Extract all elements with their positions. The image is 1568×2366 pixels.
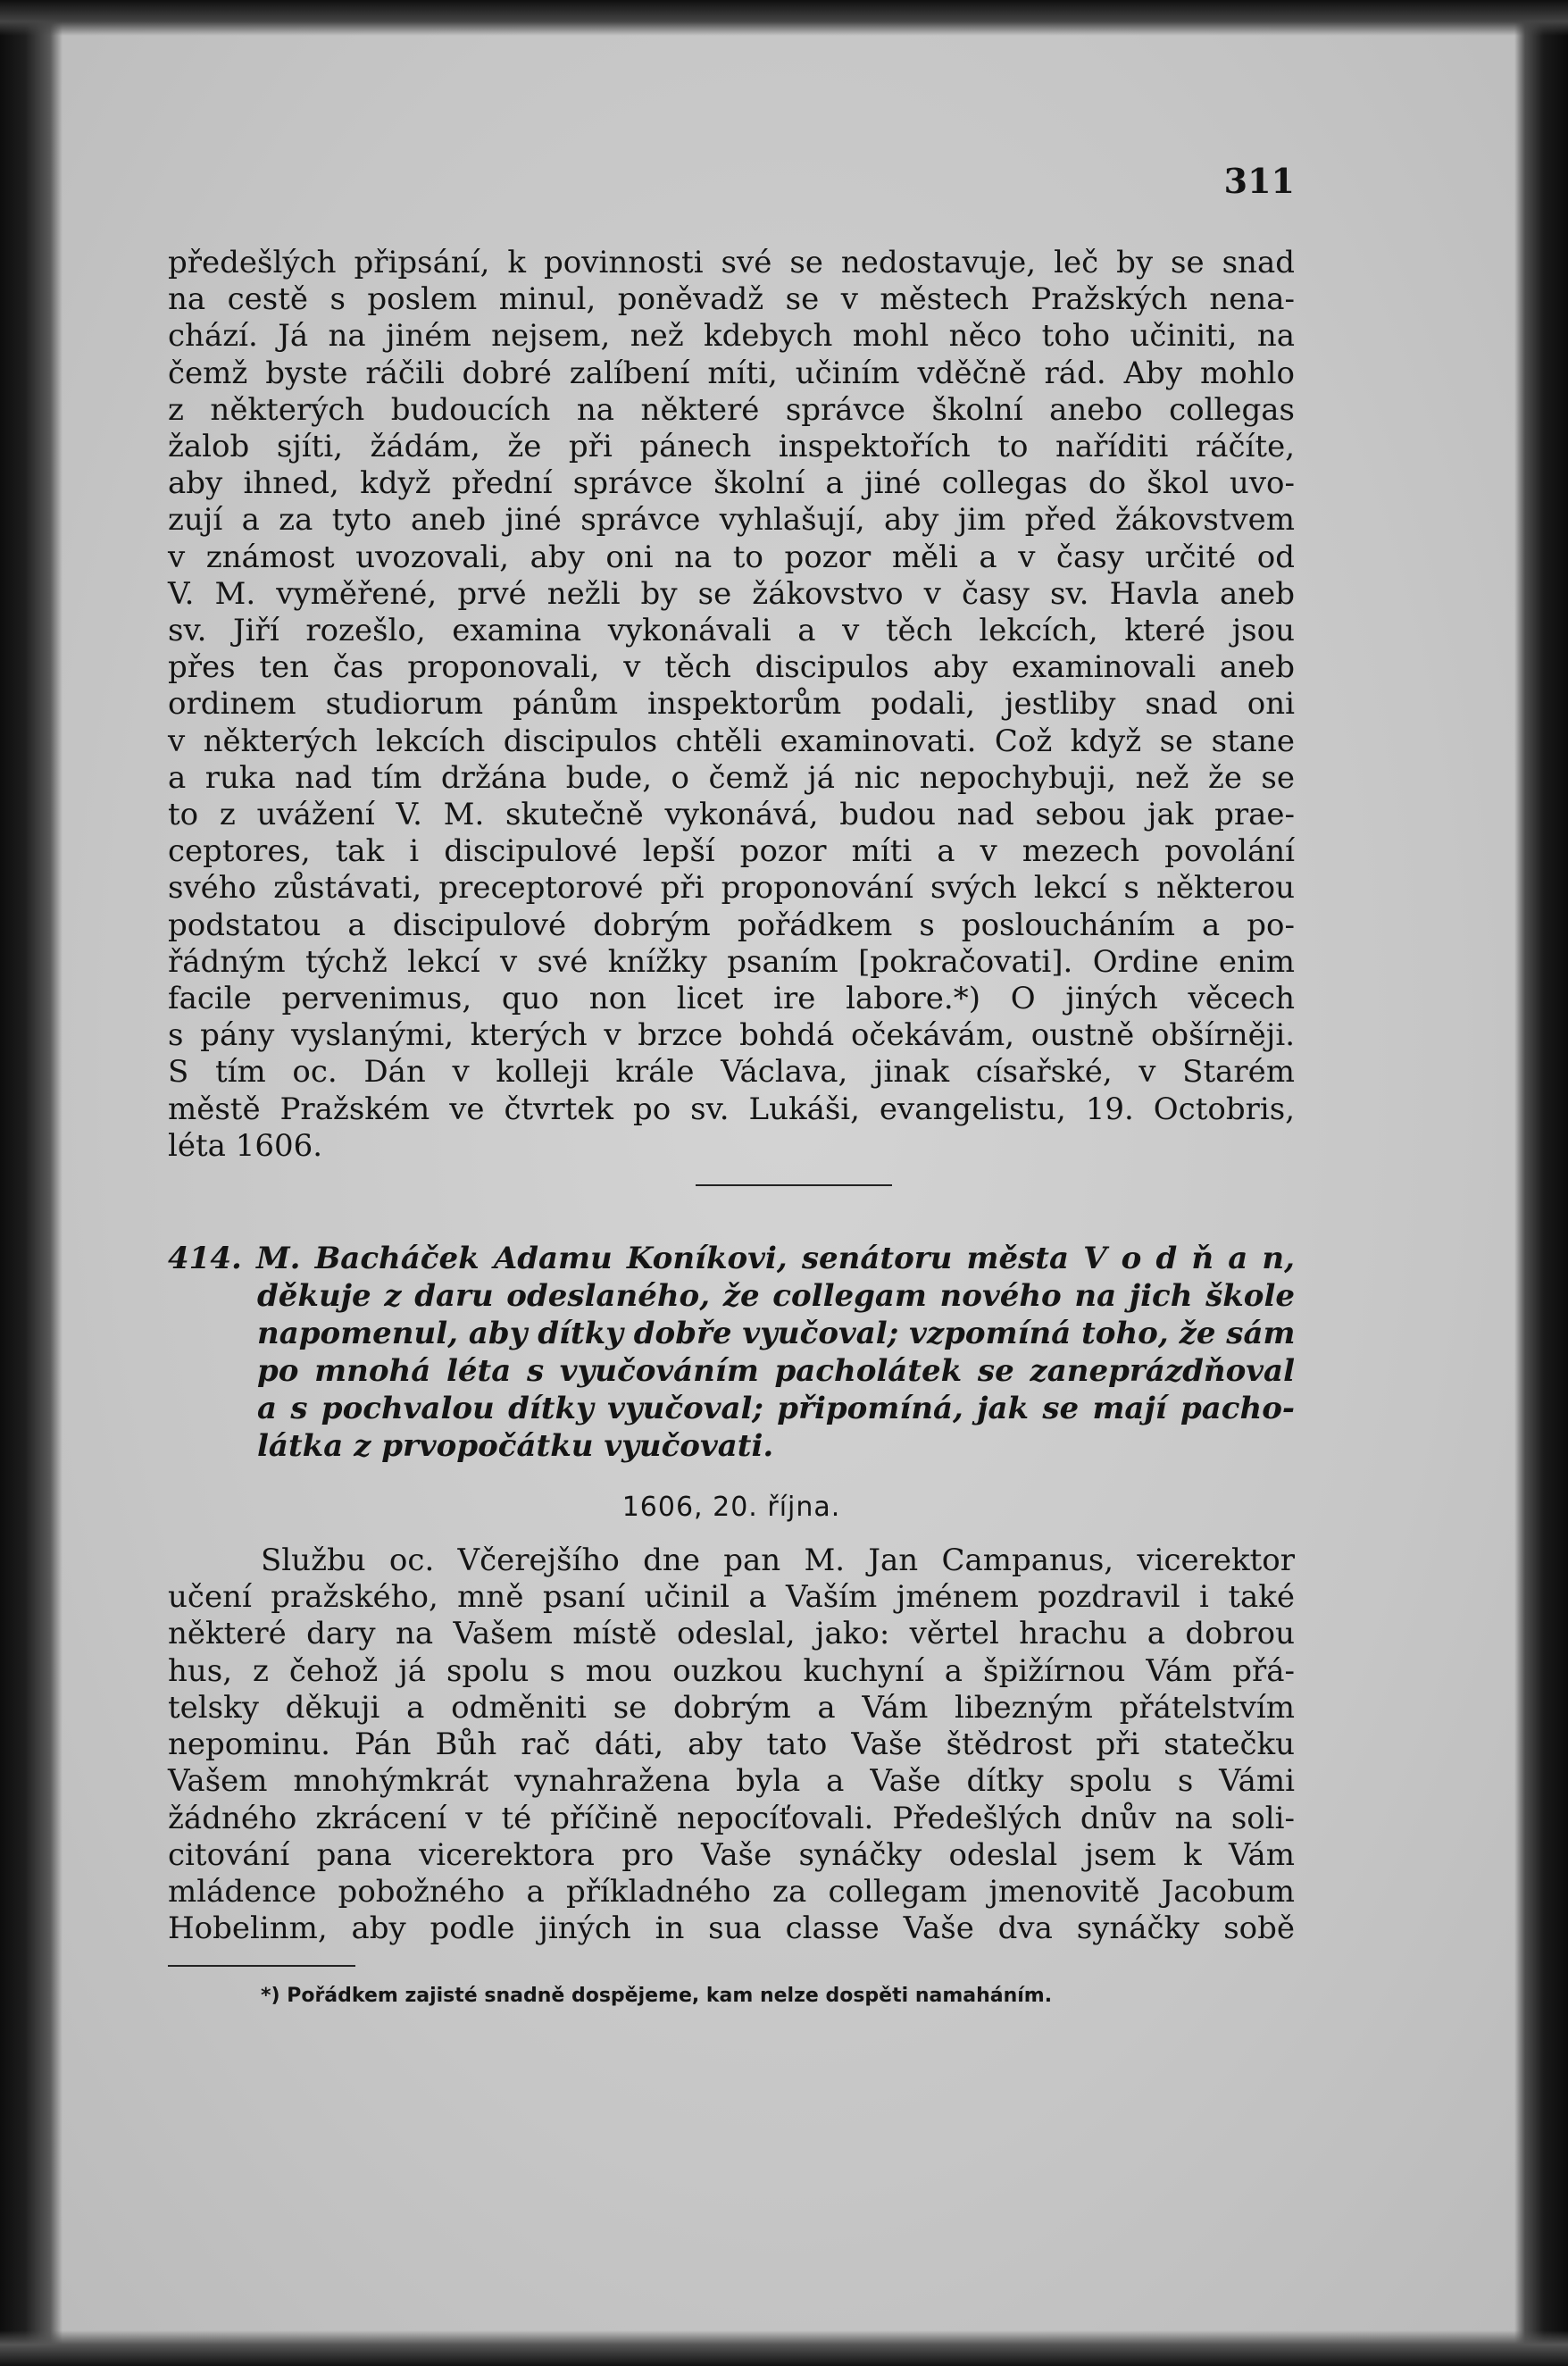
letter-date: 1606, 20. října. xyxy=(621,1492,841,1524)
text-line: v známost uvozovali, aby oni na to pozor měli a v časy určité od xyxy=(168,539,1295,575)
heading-line: a s pochvalou dítky vyučoval; připomíná, jak se mají pacho- xyxy=(257,1391,1295,1427)
scan-edge-top xyxy=(0,0,1568,36)
text-line: aby ihned, když přední správce školní a jiné collegas do škol uvo- xyxy=(168,465,1295,502)
text-line: a ruka nad tím držána bude, o čemž já nic nepochybuji, než že se xyxy=(168,759,1295,796)
text-line: to z uvážení V. M. skutečně vykonává, budou nad sebou jak prae- xyxy=(168,797,1295,833)
section-divider xyxy=(696,1184,892,1186)
heading-line: děkuje z daru odeslaného, že collegam nového na jich škole xyxy=(257,1278,1295,1315)
text-line: žádného zkrácení v té příčině nepocíťovali. Předešlých dnův na soli- xyxy=(168,1800,1295,1836)
footnote-rule xyxy=(168,1965,355,1967)
text-line: nepominu. Pán Bůh rač dáti, aby tato Vaše štědrost při statečku xyxy=(168,1726,1295,1763)
text-line: S tím oc. Dán v kolleji krále Václava, jinak císařské, v Starém xyxy=(168,1054,1295,1091)
scan-edge-left xyxy=(0,0,63,2366)
text-line: zují a za tyto aneb jiné správce vyhlašují, aby jim před žákovstvem xyxy=(168,502,1295,539)
heading-line: napomenul, aby dítky dobře vyučoval; vzpomíná toho, že sám xyxy=(257,1316,1296,1352)
heading-line: 414. M. Bacháček Adamu Koníkovi, senátoru města V o d ň a n, xyxy=(168,1241,1295,1277)
text-line: Službu oc. Včerejšího dne pan M. Jan Campanus, vicerektor xyxy=(261,1542,1295,1579)
text-line: na cestě s poslem minul, poněvadž se v městech Pražských nena- xyxy=(168,281,1295,318)
text-line: sv. Jiří rozešlo, examina vykonávali a v těch lekcích, které jsou xyxy=(168,613,1295,649)
text-line: některé dary na Vašem místě odeslal, jako: věrtel hrachu a dobrou xyxy=(168,1616,1295,1652)
heading-line: látka z prvopočátku vyučovati. xyxy=(257,1428,774,1465)
text-line: svého zůstávati, preceptorové při proponování svých lekcí s některou xyxy=(168,870,1295,907)
text-line: ordinem studiorum pánům inspektorům podali, jestliby snad oni xyxy=(168,686,1295,723)
text-line: žalob sjíti, žádám, že při pánech inspektořích to naříditi ráčíte, xyxy=(168,429,1295,465)
book-page xyxy=(168,152,1295,2007)
text-line: učení pražského, mně psaní učinil a Vaším jménem pozdravil i také xyxy=(168,1579,1295,1616)
text-line: předešlých připsání, k povinnosti své se nedostavuje, leč by se snad xyxy=(168,245,1295,280)
text-line: čemž byste ráčili dobré zalíbení míti, učiním vděčně rád. Aby mohlo xyxy=(168,355,1295,391)
text-line: mládence pobožného a příkladného za collegam jmenovitě Jacobum xyxy=(168,1873,1295,1910)
text-line: citování pana vicerektora pro Vaše synáčky odeslal jsem k Vám xyxy=(168,1836,1295,1873)
paragraph-letter-body xyxy=(168,1542,1295,1947)
text-line: z některých budoucích na některé správce školní anebo collegas xyxy=(168,391,1295,428)
text-line: řádným týchž lekcí v své knížky psaním [pokračovati]. Ordine enim xyxy=(168,943,1295,980)
text-line: facile pervenimus, quo non licet ire labore.*) O jiných věcech xyxy=(168,981,1295,1017)
text-line: s pány vyslanými, kterých v brzce bohdá očekávám, oustně obšírněji. xyxy=(168,1017,1295,1054)
text-line: městě Pražském ve čtvrtek po sv. Lukáši, evangelistu, 19. Octobris, xyxy=(168,1091,1295,1127)
text-line: přes ten čas proponovali, v těch discipulos aby examinovali aneb xyxy=(168,649,1295,686)
footnote: *) Pořádkem zajisté snadně dospějeme, kam nelze dospěti namaháním. xyxy=(261,1985,1053,2008)
text-line: podstatou a discipulové dobrým pořádkem s posloucháním a po- xyxy=(168,907,1295,943)
text-line: telsky děkuji a odměniti se dobrým a Vám libezným přátelstvím xyxy=(168,1689,1295,1726)
text-line: Vašem mnohýmkrát vynahražena byla a Vaše dítky spolu s Vámi xyxy=(168,1763,1295,1800)
page-number: 311 xyxy=(1223,161,1295,201)
text-line: hus, z čehož já spolu s mou ouzkou kuchyní a špižírnou Vám přá- xyxy=(168,1652,1295,1689)
text-line: V. M. vyměřené, prvé nežli by se žákovstvo v časy sv. Havla aneb xyxy=(168,575,1295,612)
text-line: Hobelinm, aby podle jiných in sua classe Vaše dva synáčky sobě xyxy=(168,1910,1295,1947)
heading-line: po mnohá léta s vyučováním pacholátek se zaneprázdňoval xyxy=(257,1353,1295,1390)
scan-edge-right xyxy=(1514,0,1568,2366)
text-line: chází. Já na jiném nejsem, než kdebych mohl něco toho učiniti, na xyxy=(168,318,1295,355)
text-line: léta 1606. xyxy=(168,1127,323,1164)
paragraph-continued-letter xyxy=(168,245,1295,1165)
scan-edge-bottom xyxy=(0,2330,1568,2366)
letter-heading xyxy=(168,1240,1295,1465)
text-line: ceptores, tak i discipulové lepší pozor míti a v mezech povolání xyxy=(168,833,1295,870)
text-line: v některých lekcích discipulos chtěli examinovati. Což když se stane xyxy=(168,723,1295,759)
